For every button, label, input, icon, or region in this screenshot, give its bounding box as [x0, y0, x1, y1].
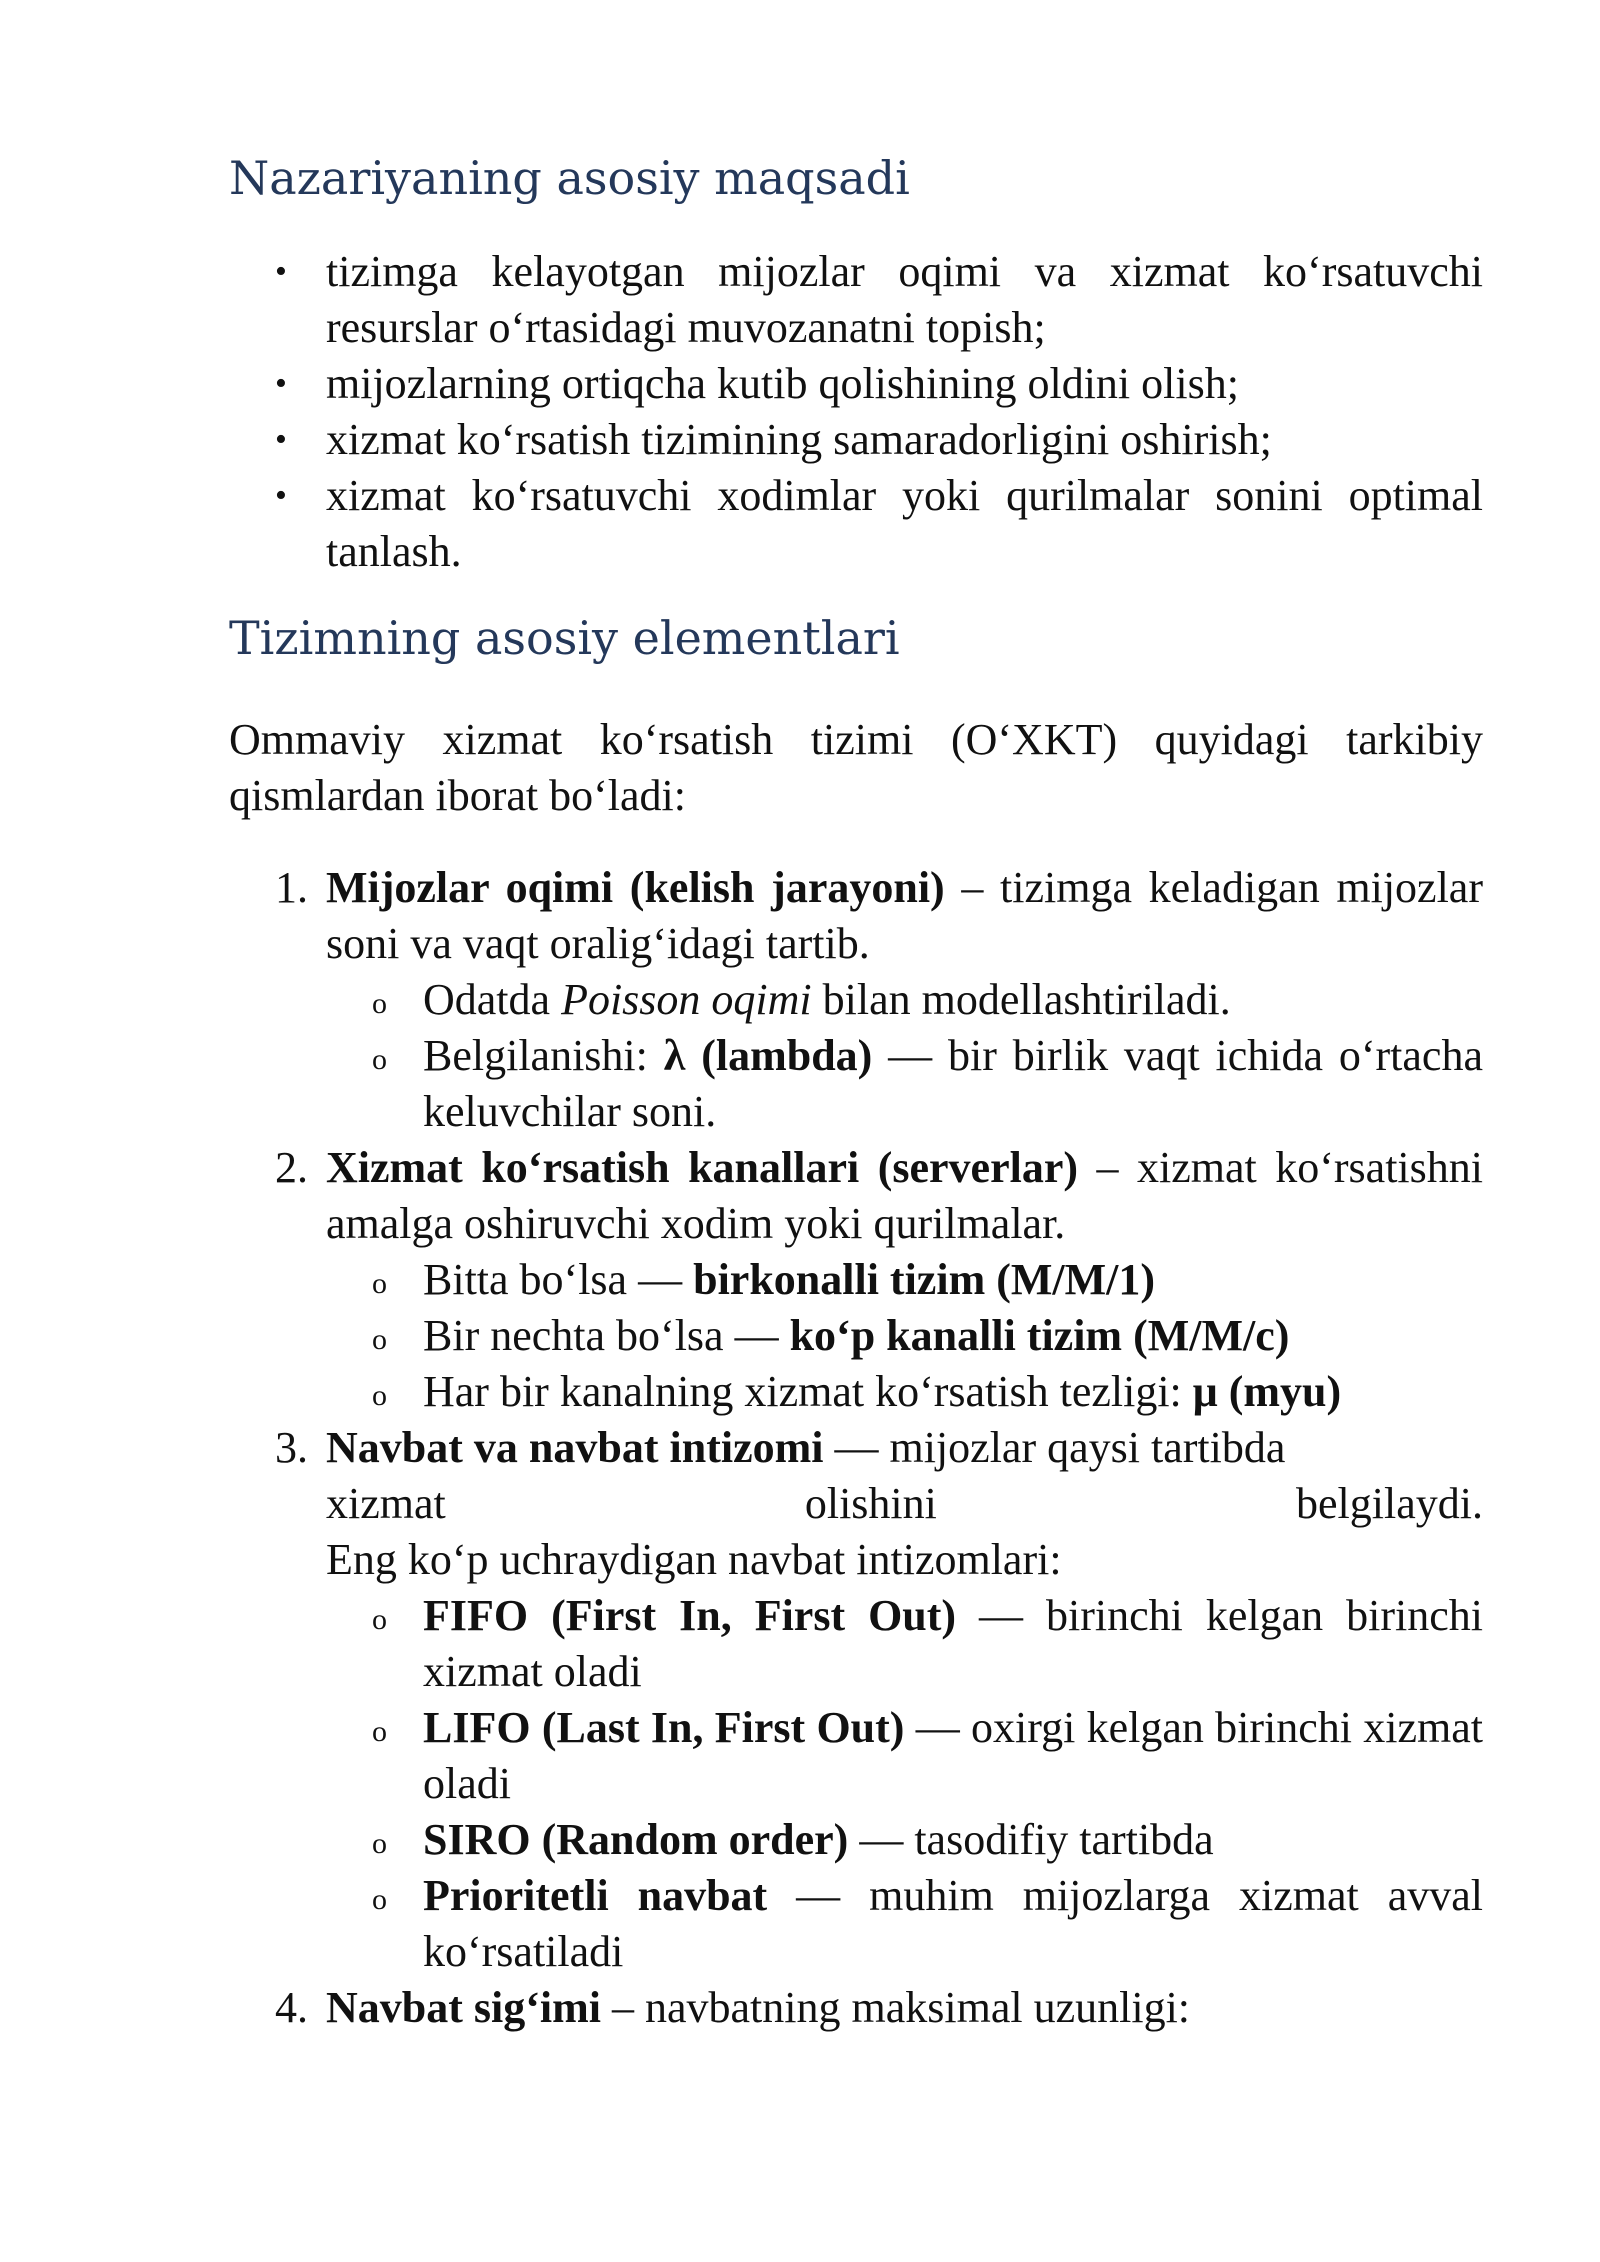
item-description: – tizimga keladigan mijozlar soni va vaqt oralig‘idagi tartib.: [326, 863, 1483, 968]
sub-item: [326, 1868, 1483, 1980]
item-description: – navbatning maksimal uzunligi:: [601, 1983, 1191, 2032]
sub-bold: μ (myu): [1192, 1367, 1342, 1416]
sub-text: — tasodifiy tartibda: [848, 1815, 1214, 1864]
item-title: Xizmat ko‘rsatish kanallari (serverlar): [326, 1143, 1079, 1192]
sub-text: Odatda: [423, 975, 562, 1024]
word: belgilaydi.: [1296, 1479, 1483, 1528]
sub-bold: Prioritetli navbat: [423, 1871, 768, 1920]
sub-bold: LIFO (Last In, First Out): [423, 1703, 905, 1752]
sub-text: Bitta bo‘lsa —: [423, 1255, 694, 1304]
item-subheading: Eng ko‘p uchraydigan navbat intizomlari:: [326, 1535, 1062, 1584]
item-title: Navbat sig‘imi: [326, 1983, 601, 2032]
list-item: • xizmat ko‘rsatuvchi xodimlar yoki qurilmalar sonini optimal tanlash.: [229, 468, 1483, 580]
list-item: • xizmat ko‘rsatish tizimining samaradorligini oshirish;: [229, 412, 1483, 468]
element-item-servers: [229, 1140, 1483, 1420]
sub-text: — oxirgi kelgan birinchi xizmat oladi: [423, 1703, 1483, 1808]
sub-text: — muhim mijozlarga xizmat avval ko‘rsatiladi: [423, 1871, 1483, 1976]
sub-text: Har bir kanalning xizmat ko‘rsatish tezligi:: [423, 1367, 1193, 1416]
list-item: • mijozlarning ortiqcha kutib qolishining oldini olish;: [229, 356, 1483, 412]
intro-paragraph: Ommaviy xizmat ko‘rsatish tizimi (O‘XKT) quyidagi tarkibiy qismlardan iborat bo‘ladi:: [229, 715, 1483, 820]
sub-item: [326, 972, 1483, 1028]
sub-text: Belgilanishi:: [423, 1031, 664, 1080]
elements-list: [229, 860, 1483, 2036]
sub-text: bilan modellashtiriladi.: [811, 975, 1231, 1024]
sub-list: [326, 1252, 1483, 1420]
sub-item: [326, 1364, 1483, 1420]
element-item-capacity: [229, 1980, 1483, 2036]
sub-bold: λ (lambda): [663, 1031, 873, 1080]
section-heading-elements: Tizimning asosiy elementlari: [229, 611, 900, 665]
sub-bold: SIRO (Random order): [423, 1815, 849, 1864]
goals-list: [229, 244, 1483, 580]
sub-item: [326, 1700, 1483, 1812]
item-number: 1.: [275, 863, 308, 912]
element-item-queue-discipline: [229, 1420, 1483, 1980]
list-item: • tizimga kelayotgan mijozlar oqimi va xizmat ko‘rsatuvchi resurslar o‘rtasidagi muvozanatni topish;: [229, 244, 1483, 356]
sub-list: [326, 1588, 1483, 1980]
sub-item: [326, 1308, 1483, 1364]
item-first-line: [326, 1420, 1483, 1476]
word: xizmat: [326, 1479, 446, 1528]
sub-item: [326, 1028, 1483, 1140]
sub-item: [326, 1588, 1483, 1700]
sub-item: [326, 1252, 1483, 1308]
item-number: 3.: [275, 1423, 308, 1472]
item-number: 2.: [275, 1143, 308, 1192]
sub-list: [326, 972, 1483, 1140]
sub-emphasis: Poisson oqimi: [561, 975, 812, 1024]
item-title: Mijozlar oqimi (kelish jarayoni): [326, 863, 945, 912]
section-heading-goals: Nazariyaning asosiy maqsadi: [229, 151, 910, 205]
sub-bold: ko‘p kanalli tizim (M/M/c): [789, 1311, 1290, 1360]
element-item-arrivals: [229, 860, 1483, 1140]
sub-bold: birkonalli tizim (M/M/1): [693, 1255, 1156, 1304]
sub-bold: FIFO (First In, First Out): [423, 1591, 957, 1640]
item-description: — mijozlar qaysi tartibda: [823, 1423, 1286, 1472]
item-title: Navbat va navbat intizomi: [326, 1423, 824, 1472]
item-number: 4.: [275, 1983, 308, 2032]
sub-text: Bir nechta bo‘lsa —: [423, 1311, 790, 1360]
sub-text: — birinchi kelgan birinchi xizmat oladi: [423, 1591, 1483, 1696]
item-description: – xizmat ko‘rsatishni amalga oshiruvchi xodim yoki qurilmalar.: [326, 1143, 1483, 1248]
sub-text: — bir birlik vaqt ichida o‘rtacha keluvchilar soni.: [423, 1031, 1483, 1136]
item-justified-line: [326, 1476, 1483, 1532]
word: olishini: [804, 1479, 937, 1528]
sub-item: [326, 1812, 1483, 1868]
